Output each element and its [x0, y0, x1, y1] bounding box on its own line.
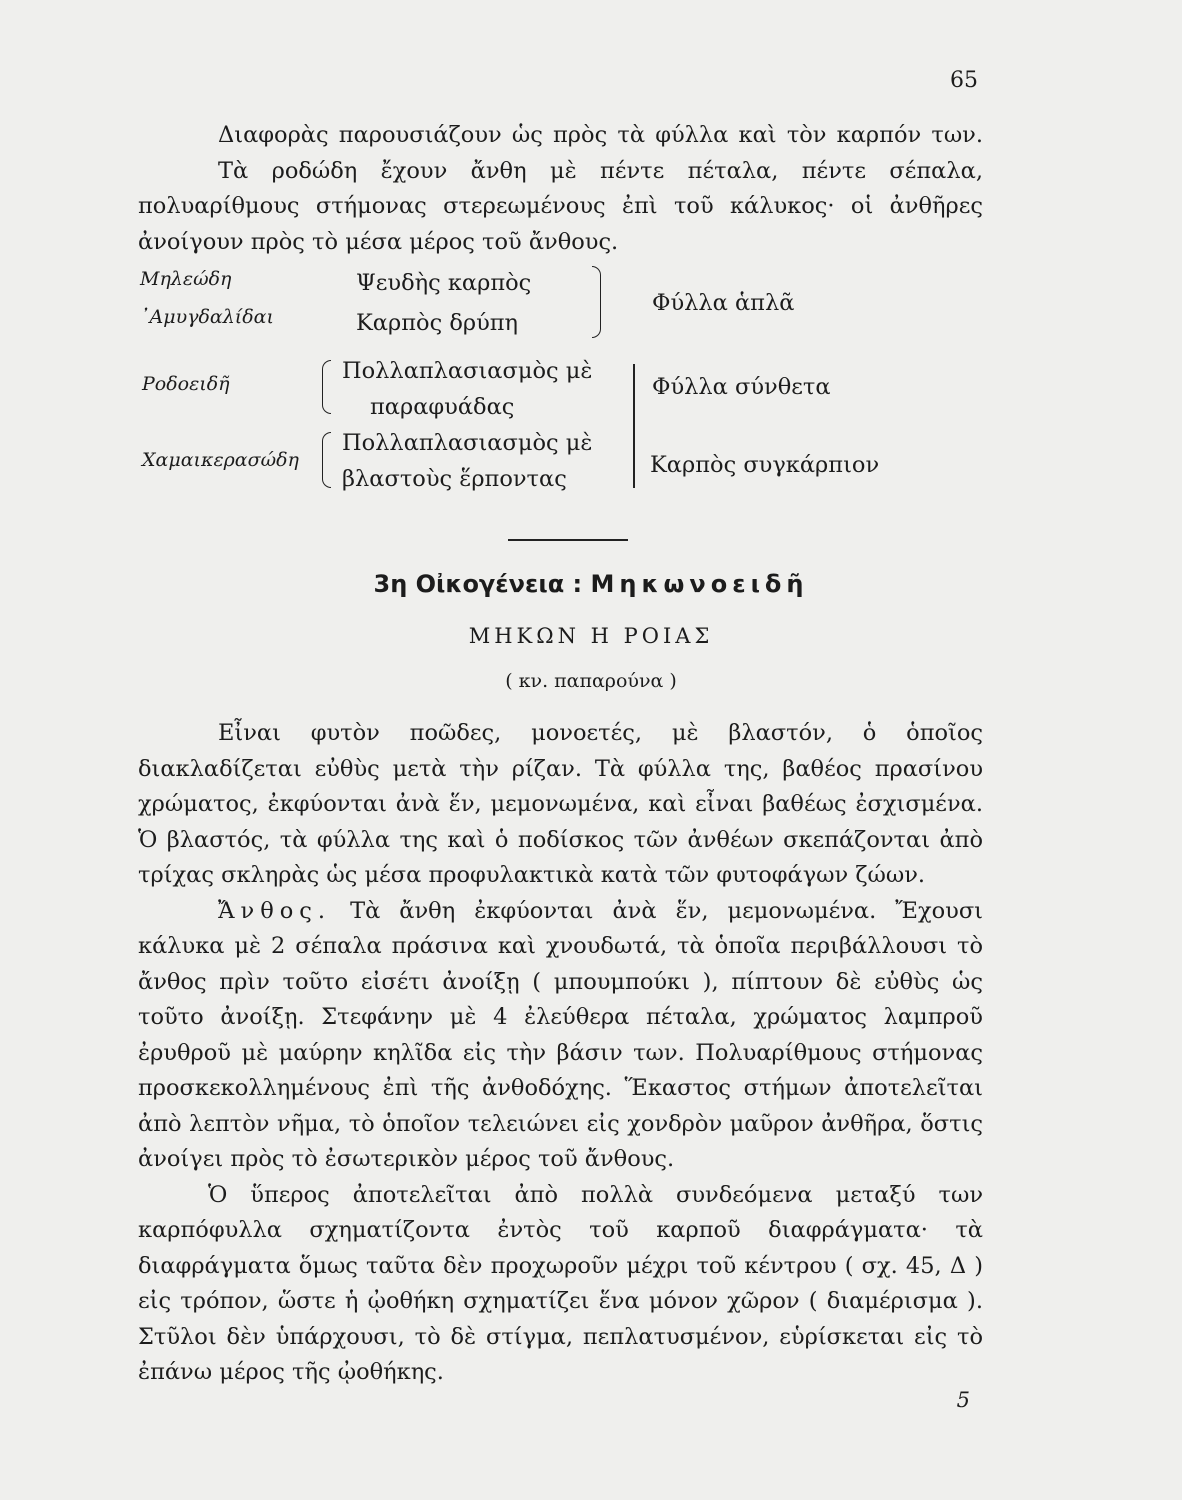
- family-name: ᾿Αμυγδαλίδαι: [140, 306, 274, 328]
- propagation-line: Πολλαπλασιασμὸς μὲ: [342, 430, 593, 456]
- species-title: ΜΗΚΩΝ Η ΡΟΙΑΣ: [468, 624, 714, 648]
- fruit-type: Καρπὸς δρύπη: [356, 310, 519, 336]
- intro-line: Διαφορὰς παρουσιάζουν ὡς πρὸς τὰ φύλλα καὶ τὸν καρπόν των.: [218, 122, 983, 148]
- family-title: Μηκωνοειδῆ: [590, 570, 809, 598]
- intro-paragraph: [138, 118, 983, 260]
- description-paragraph: Ὁ ὕπερος ἀποτελεῖται ἀπὸ πολλὰ συνδεόμενα μεταξύ των καρπόφυλλα σχηματίζοντα ἐντὸς τοῦ καρποῦ διαφράγματα· τὰ διαφράγματα ὅμως ταῦτα δὲν προχωροῦν μέχρι τοῦ κέντρου ( σχ. 45, Δ ) εἰς τρόπον, ὥστε ἡ ᾠοθήκη σχηματίζει ἕνα μόνον χῶρον ( διαμέρισμα ). Στῦλοι δὲν ὑπάρχουσι, τὸ δὲ στίγμα, πεπλατυσμένον, εὑρίσκεται εἰς τὸ ἐπάνω μέρος τῆς ᾠοθήκης.: [138, 1181, 983, 1385]
- common-name: ( κν. παπαρούνα ): [505, 670, 677, 692]
- section-rule: [508, 539, 628, 541]
- propagation-line: παραφυάδας: [370, 394, 515, 420]
- propagation-line: βλαστοὺς ἕρποντας: [342, 466, 567, 492]
- propagation-line: Πολλαπλασιασμὸς μὲ: [342, 358, 593, 384]
- family-name: Ροδοειδῆ: [142, 373, 230, 395]
- paragraph-text: Τὰ ἄνθη ἐκφύονται ἀνὰ ἕν, μεμονωμένα. Ἔχουσι κάλυκα μὲ 2 σέπαλα πράσινα καὶ χνουδωτά, τὰ ὁποῖα περιβάλλουσι τὸ ἄνθος πρὶν τοῦτο εἰσέτι ἀνοίξῃ ( μπουμπούκι ), πίπτουν δὲ εὐθὺς ὡς τοῦτο ἀνοίξῃ. Στεφάνην μὲ 4 ἐλεύθερα πέταλα, χρώματος λαμπροῦ ἐρυθροῦ μὲ μαύρην κηλῖδα εἰς τὴν βάσιν των. Πολυαρίθμους στήμονας προσκεκολλημένους ἐπὶ τῆς ἀνθοδόχης. Ἕκαστος στήμων ἀποτελεῖται ἀπὸ λεπτὸν νῆμα, τὸ ὁποῖον τελειώνει εἰς χονδρὸν μαῦρον ἀνθῆρα, ὅστις ἀνοίγει πρὸς τὸ ἐσωτερικὸν μέρος τοῦ ἄνθους.: [138, 897, 984, 1172]
- family-name: Μηλεώδη: [140, 268, 232, 290]
- signature-mark: 5: [956, 1388, 970, 1412]
- description-paragraph: [138, 894, 983, 1178]
- leaf-type: Φύλλα ἁπλᾶ: [652, 290, 795, 316]
- section-heading: [0, 570, 1182, 598]
- page-number: 65: [950, 68, 978, 93]
- fruit-type: Καρπὸς συγκάρπιον: [650, 452, 880, 478]
- left-brace: [322, 432, 331, 488]
- right-brace: [592, 266, 601, 338]
- term: Ἄνθος.: [218, 897, 332, 924]
- family-name: Χαμαικερασώδη: [142, 449, 299, 471]
- left-brace: [322, 360, 331, 414]
- description: [138, 716, 983, 1391]
- intro-body: Τὰ ροδώδη ἔχουν ἄνθη μὲ πέντε πέταλα, πέντε σέπαλα, πολυαρίθμους στήμονας στερεωμένους ἐπὶ τοῦ κάλυκος· οἱ ἀνθῆρες ἀνοίγουν πρὸς τὸ μέσα μέρος τοῦ ἄνθους.: [138, 157, 983, 255]
- heading-prefix: 3η Οἰκογένεια :: [373, 570, 591, 598]
- leaf-type: Φύλλα σύνθετα: [652, 374, 831, 400]
- divider-line: [633, 364, 635, 488]
- description-paragraph: Εἶναι φυτὸν ποῶδες, μονοετές, μὲ βλαστόν, ὁ ὁποῖος διακλαδίζεται εὐθὺς μετὰ τὴν ρίζαν. Τὰ φύλλα της, βαθέος πρασίνου χρώματος, ἐκφύονται ἀνὰ ἕν, μεμονωμένα, καὶ εἶναι βαθέως ἐσχισμένα. Ὁ βλαστός, τὰ φύλλα της καὶ ὁ ποδίσκος τῶν ἀνθέων σκεπάζονται ἀπὸ τρίχας σκληρὰς ὡς μέσα προφυλακτικὰ κατὰ τῶν φυτοφάγων ζώων.: [138, 720, 983, 888]
- fruit-type: Ψευδὴς καρπὸς: [356, 270, 532, 296]
